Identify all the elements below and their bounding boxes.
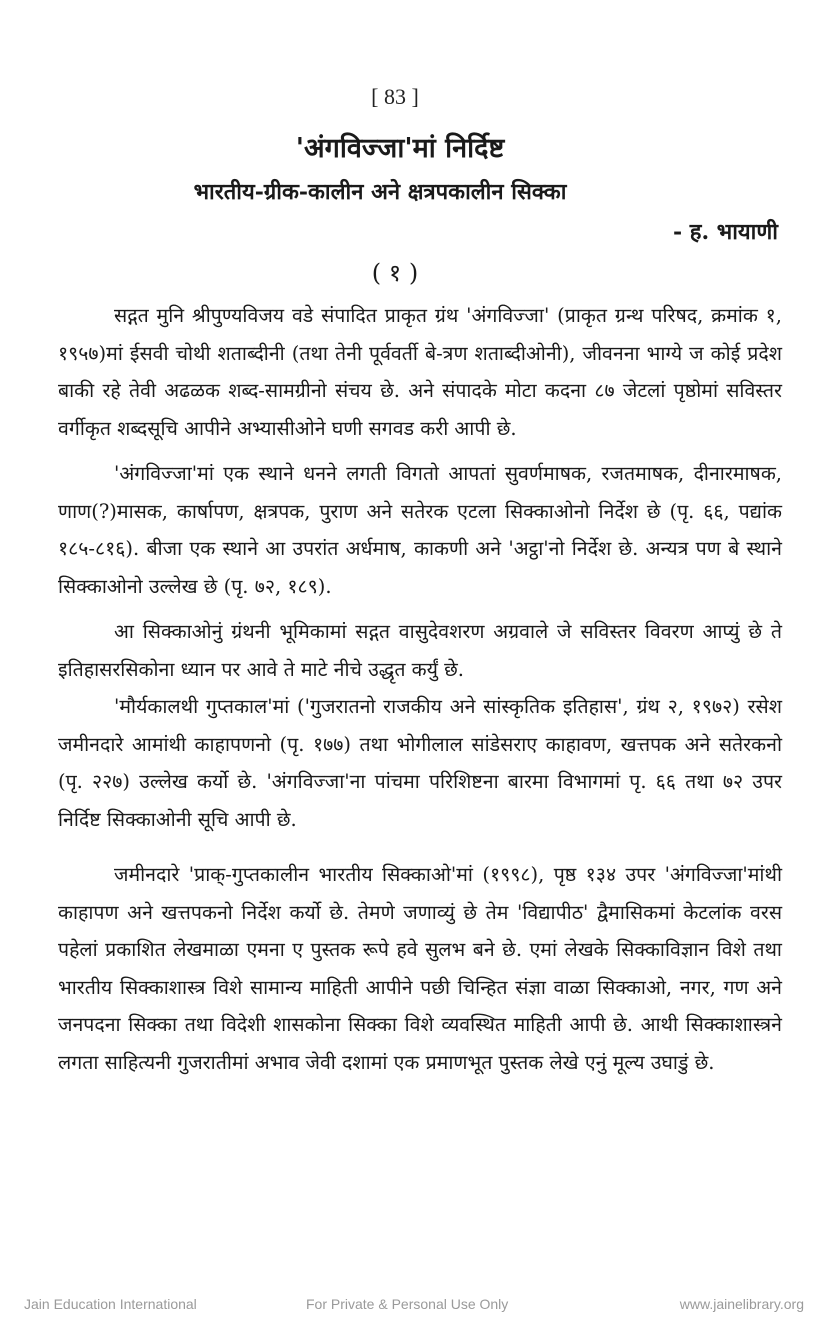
paragraph-1: सद्गत मुनि श्रीपुण्यविजय वडे संपादित प्राकृत ग्रंथ 'अंगविज्जा' (प्राकृत ग्रन्थ परिषद, क्रमांक १, १९५७)मां ईसवी चोथी शताब्दीनी (तथा तेनी पूर्ववर्ती बे-त्रण शताब्दीओनी), जीवनना भाग्ये ज कोई प्रदेश बाकी रहे तेवी अढळक शब्द-सामग्रीनो संचय छे. अने संपादके मोटा कदना ८७ जेटलां पृष्ठोमां सविस्तर वर्गीकृत शब्दसूचि आपीने अभ्यासीओने घणी सगवड करी आपी छे. (58, 304, 782, 440)
footer-usage-notice: For Private & Personal Use Only (306, 1296, 509, 1312)
paragraph-5: जमीनदारे 'प्राक्-गुप्तकालीन भारतीय सिक्काओ'मां (१९९८), पृष्ठ १३४ उपर 'अंगविज्जा'मांथी काहापण अने खत्तपकनो निर्देश कर्यो छे. तेमणे जणाव्युं छे तेम 'विद्यापीठ' द्वैमासिकमां केटलांक वरस पहेलां प्रकाशित लेखमाळा एमना ए पुस्तक रूपे हवे सुलभ बने छे. एमां लेखके सिक्काविज्ञान विशे तथा भारतीय सिक्काशास्त्र विशे सामान्य माहिती आपीने पछी चिन्हित संज्ञा वाळा सिक्काओ, नगर, गण अने जनपदना सिक्का तथा विदेशी शासकोना सिक्का विशे व्यवस्थित माहिती आपी छे. आथी सिक्काशास्त्रने लगता साहित्यनी गुजरातीमां अभाव जेवी दशामां एक प्रमाणभूत पुस्तक लेखे एनुं मूल्य उघाडुं छे. (58, 863, 782, 1074)
article-body (58, 297, 782, 1081)
paragraph-3: आ सिक्काओनुं ग्रंथनी भूमिकामां सद्गत वासुदेवशरण अग्रवाले जे सविस्तर विवरण आप्युं छे ते इतिहासरसिकोना ध्यान पर आवे ते माटे नीचे उद्धृत कर्युं छे. (58, 620, 782, 681)
section-number: ( १ ) (371, 259, 419, 287)
page-footer (24, 1296, 804, 1320)
page-number: [ 83 ] (371, 84, 419, 109)
footer-publisher: Jain Education International (24, 1296, 197, 1312)
article-subtitle: भारतीय-ग्रीक-कालीन अने क्षत्रपकालीन सिक्का (193, 179, 567, 205)
footer-website-link[interactable]: www.jainelibrary.org (679, 1296, 804, 1312)
paragraph-2: 'अंगविज्जा'मां एक स्थाने धनने लगती विगतो आपतां सुवर्णमाषक, रजतमाषक, दीनारमाषक, णाण(?)मासक, कार्षापण, क्षत्रपक, पुराण अने सतेरक एटला सिक्काओनो निर्देश छे (पृ. ६६, पद्यांक १८५-८१६). बीजा एक स्थाने आ उपरांत अर्धमाष, काकणी अने 'अट्ठा'नो निर्देश छे. अन्यत्र पण बे स्थाने सिक्काओनो उल्लेख छे (पृ. ७२, १८९). (58, 462, 782, 598)
paragraph-4: 'मौर्यकालथी गुप्तकाल'मां ('गुजरातनो राजकीय अने सांस्कृतिक इतिहास', ग्रंथ २, १९७२) रसेश जमीनदारे आमांथी काहापणनो (पृ. १७७) तथा भोगीलाल सांडेसराए काहावण, खत्तपक अने सतेरकनो (पृ. २२७) उल्लेख कर्यो छे. 'अंगविज्जा'ना पांचमा परिशिष्टना बारमा विभागमां पृ. ६६ तथा ७२ उपर निर्दिष्ट सिक्काओनी सूचि आपी छे. (58, 695, 782, 831)
article-author: - ह. भायाणी (672, 219, 778, 245)
article-title: 'अंगविज्जा'मां निर्दिष्ट (295, 133, 505, 164)
